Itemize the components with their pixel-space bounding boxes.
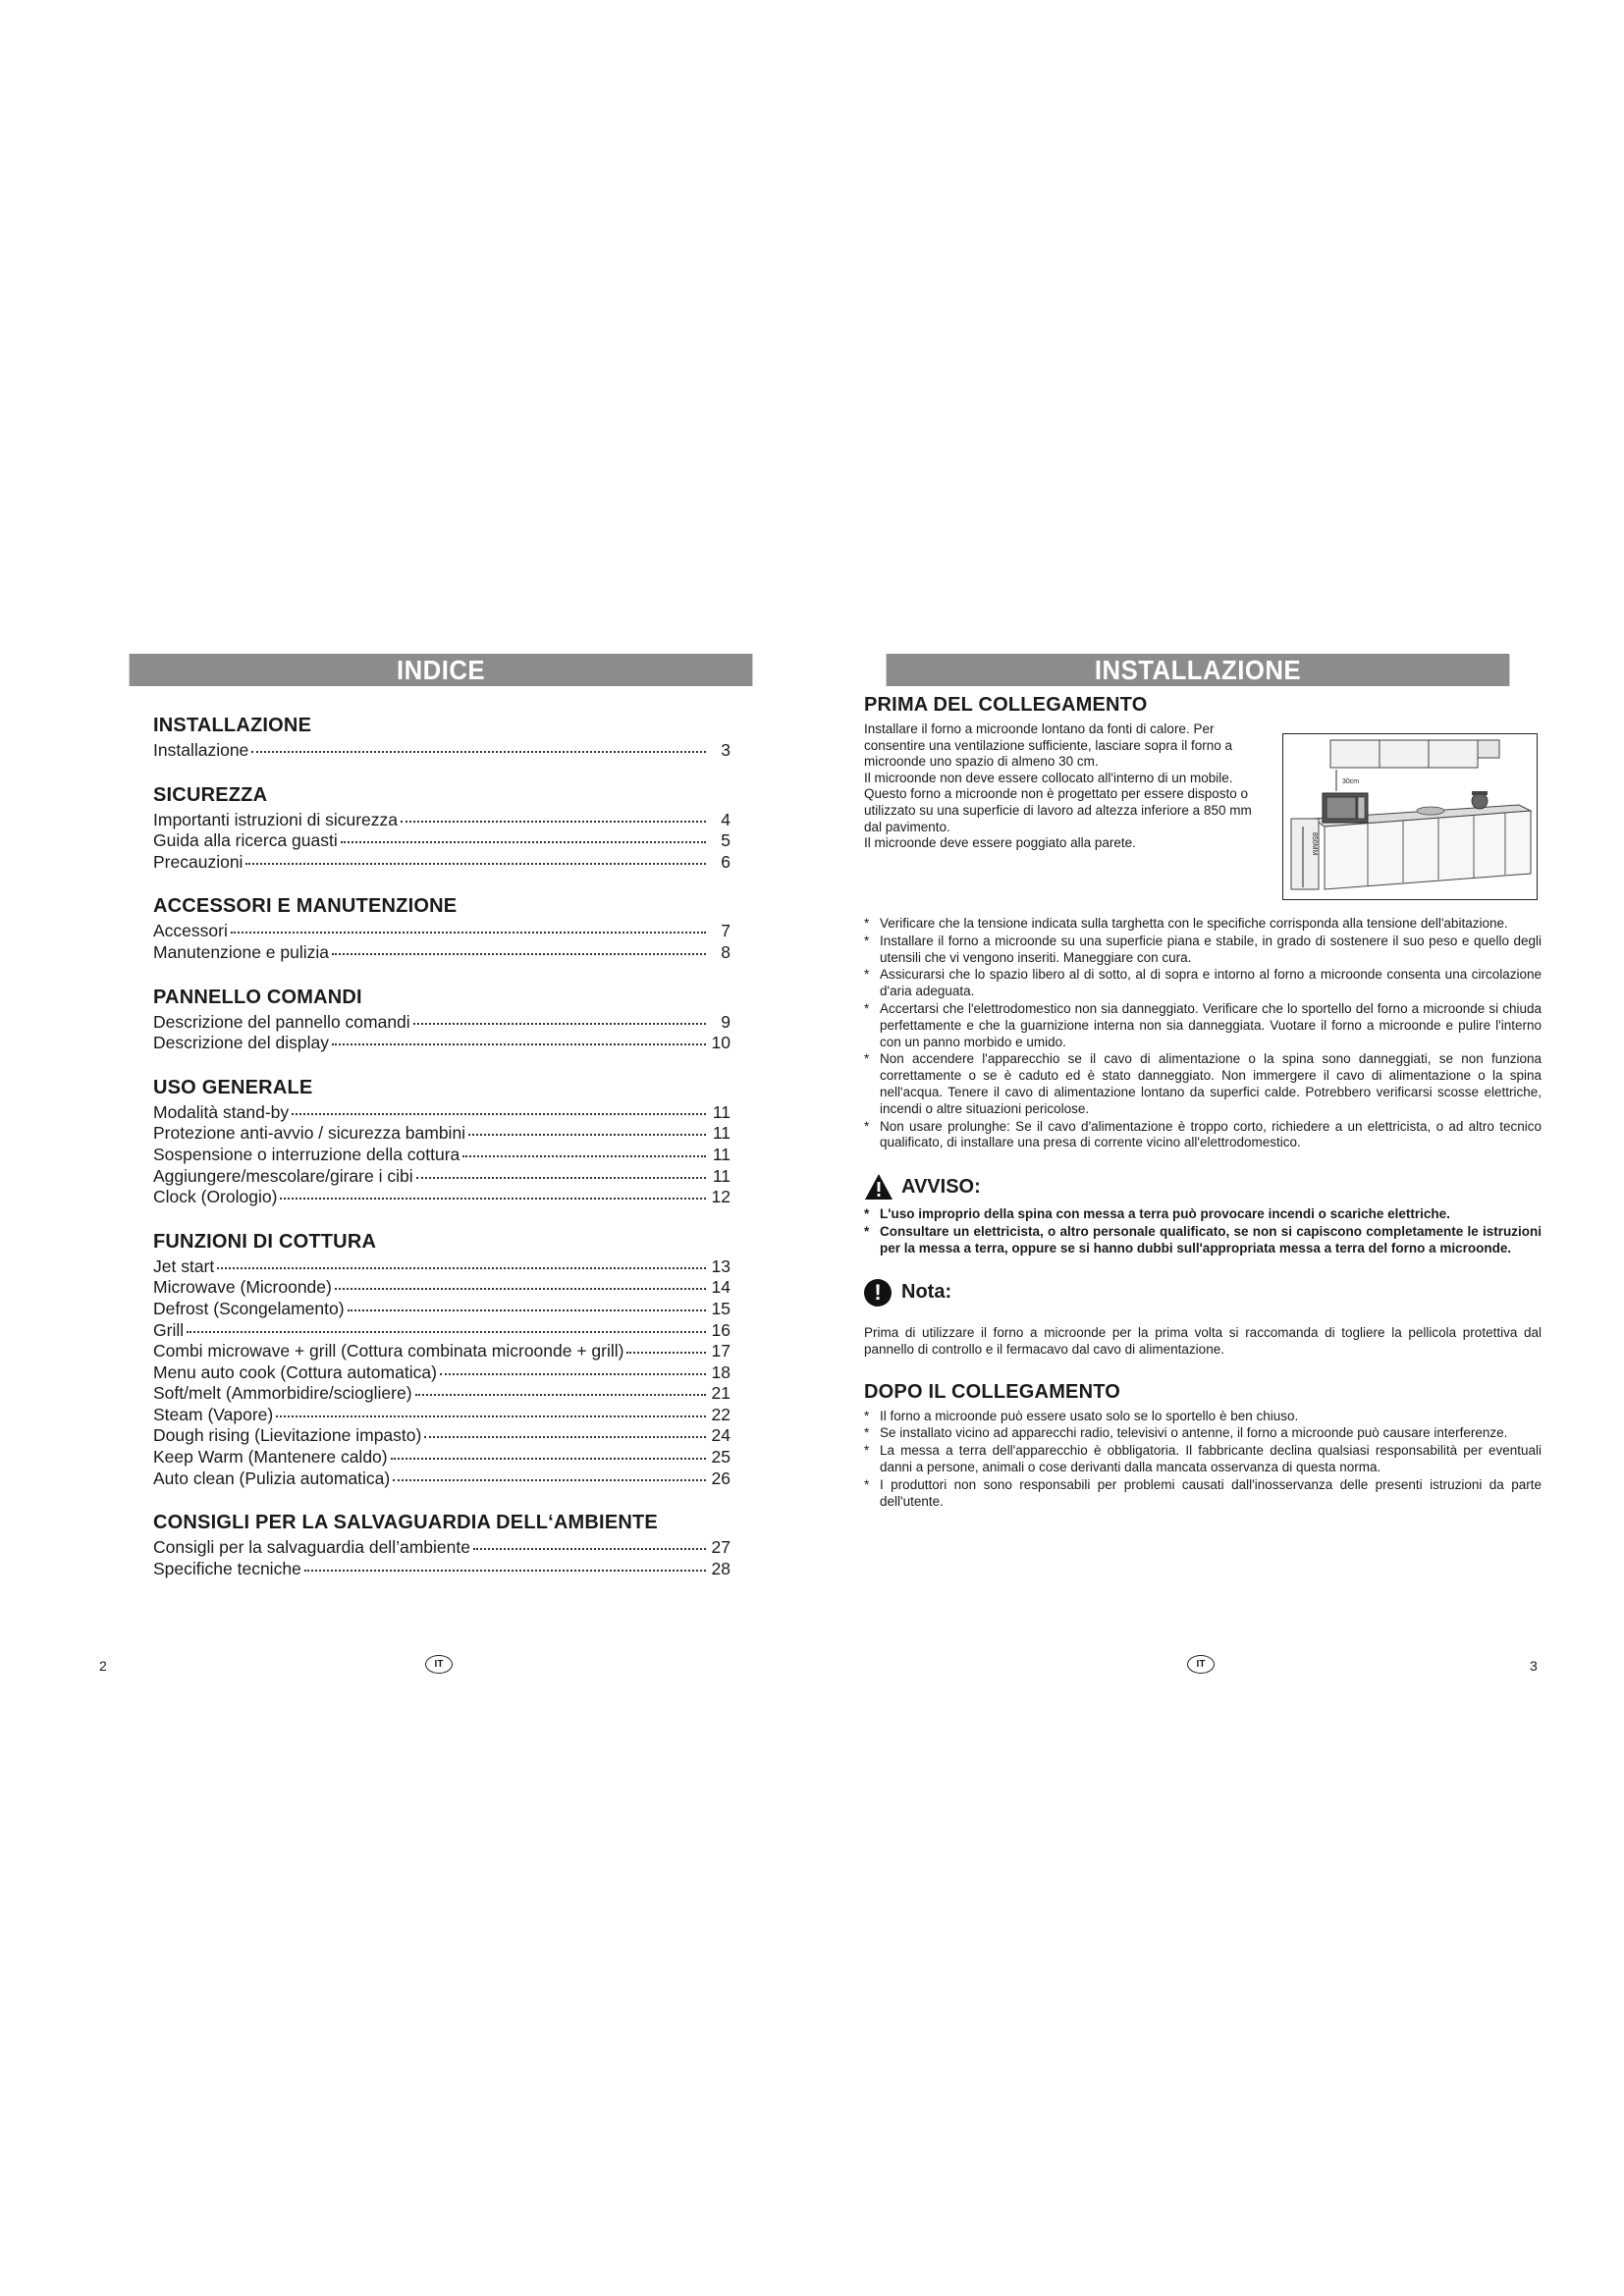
toc-leader-dots (335, 1288, 706, 1290)
toc-leader-dots (424, 1436, 706, 1438)
bullet-asterisk: * (864, 1118, 870, 1134)
toc-entry-label: Precauzioni (153, 851, 244, 872)
toc-entry-label: Guida alla ricerca guasti (153, 830, 338, 851)
toc-section (153, 1229, 732, 1490)
index-header: INDICE (130, 654, 753, 686)
toc-entry-page: 11 (712, 1101, 731, 1122)
list-item (864, 1206, 1542, 1223)
note-title: Nota: (901, 1281, 952, 1304)
page-number-right: 3 (1530, 1658, 1538, 1674)
toc-entry-label: Steam (Vapore) (153, 1404, 274, 1424)
toc-entry-label: Modalità stand-by (153, 1101, 290, 1122)
toc-entry (153, 1537, 732, 1559)
list-item-text: Il forno a microonde può essere usato solo se lo sportello è ben chiuso. (880, 1408, 1299, 1423)
list-item-text: Consultare un elettricista, o altro personale qualificato, se non si capiscono completamente le istruzioni per la messa a terra, oppure se si hanno dubbi sull'appropriata messa a terra del forno a microonde. (880, 1223, 1542, 1255)
toc-entry-label: Microwave (Microonde) (153, 1277, 332, 1298)
installation-checklist (864, 916, 1542, 1151)
toc-entry-label: Combi microwave + grill (Cottura combinata microonde + grill) (153, 1341, 624, 1362)
toc-entry-page: 3 (721, 740, 731, 760)
toc-entry-label: Grill (153, 1319, 185, 1340)
bullet-asterisk: * (864, 1223, 870, 1239)
toc-leader-dots (341, 841, 706, 843)
toc-leader-dots (626, 1352, 706, 1354)
intro-paragraph: Il microonde non deve essere collocato all'interno di un mobile. Questo forno a microonde non è progettato per essere disposto o utilizzato su una superficie di lavoro ad altezza inferiore a 850 mm dal pavimento. (864, 770, 1252, 834)
toc-entry-page: 17 (711, 1341, 731, 1362)
list-item-text: La messa a terra dell'apparecchio è obbligatoria. Il fabbricante declina qualsiasi responsabilità per eventuali danni a persone, animali o cose derivanti dalla mancata osservanza di questa norma. (880, 1443, 1542, 1474)
toc-leader-dots (401, 821, 706, 823)
intro-text (864, 721, 1257, 852)
toc-leader-dots (245, 863, 706, 865)
list-item (864, 1224, 1542, 1257)
toc-entry-page: 10 (711, 1033, 731, 1053)
list-item (864, 916, 1542, 933)
toc-entry (153, 740, 732, 762)
intro-block (864, 721, 1542, 904)
toc-entry (153, 1012, 732, 1034)
toc-entry (153, 921, 732, 942)
toc-leader-dots (440, 1373, 706, 1375)
section-title-after-connection: DOPO IL COLLEGAMENTO (864, 1380, 1121, 1403)
toc-entry-page: 12 (711, 1187, 731, 1207)
toc-entry-page: 24 (711, 1425, 731, 1446)
installation-content (864, 692, 1542, 1511)
toc-entry-page: 11 (712, 1165, 731, 1186)
toc-entry-page: 8 (721, 941, 731, 962)
toc-entry-label: Specifiche tecniche (153, 1558, 301, 1578)
toc-entry (153, 1123, 732, 1145)
toc-entry-label: Clock (Orologio) (153, 1187, 278, 1207)
toc-entry-page: 4 (721, 809, 731, 829)
toc-entry-label: Menu auto cook (Cottura automatica) (153, 1362, 437, 1382)
toc-section-title: ACCESSORI E MANUTENZIONE (153, 895, 458, 918)
list-item-text: Installare il forno a microonde su una superficie piana e stabile, in grado di sostenere il suo peso e quello degli utensili che vi vengono inseriti. Maneggiare con cura. (880, 933, 1542, 965)
toc-entry (153, 830, 732, 852)
warning-heading (864, 1173, 1542, 1201)
bullet-asterisk: * (864, 1443, 870, 1459)
toc-entry-label: Aggiungere/mescolare/girare i cibi (153, 1165, 413, 1186)
table-of-contents (153, 713, 732, 1600)
toc-leader-dots (187, 1331, 706, 1333)
toc-entry-page: 16 (711, 1319, 731, 1340)
list-item (864, 1119, 1542, 1152)
toc-section (153, 893, 732, 963)
exclamation-icon: ! (864, 1279, 892, 1307)
toc-leader-dots (393, 1479, 706, 1481)
bullet-asterisk: * (864, 1476, 870, 1492)
list-item (864, 1001, 1542, 1050)
toc-entry-page: 28 (711, 1558, 731, 1578)
toc-entry (153, 1320, 732, 1342)
note-heading (864, 1279, 1542, 1307)
list-item (864, 1477, 1542, 1511)
list-item (864, 967, 1542, 1000)
page-number-left: 2 (99, 1658, 107, 1674)
toc-leader-dots (462, 1155, 706, 1157)
toc-entry-page: 6 (721, 851, 731, 872)
toc-leader-dots (276, 1415, 706, 1417)
toc-section-title: CONSIGLI PER LA SALVAGUARDIA DELL‘AMBIENTE (153, 1512, 658, 1534)
toc-entry-page: 26 (711, 1468, 731, 1488)
list-item-text: Assicurarsi che lo spazio libero al di sotto, al di sopra e intorno al forno a microonde consenta una circolazione d'aria adeguata. (880, 967, 1542, 999)
installation-header: INSTALLAZIONE (887, 654, 1510, 686)
toc-leader-dots (304, 1570, 706, 1572)
toc-section-title: SICUREZZA (153, 783, 268, 806)
toc-entry-page: 7 (721, 921, 731, 941)
toc-section (153, 985, 732, 1054)
bullet-asterisk: * (864, 967, 870, 983)
toc-leader-dots (217, 1267, 706, 1269)
list-item (864, 1425, 1542, 1442)
note-text: Prima di utilizzare il forno a microonde per la prima volta si raccomanda di togliere la pellicola protettiva dal pannello di controllo e il fermacavo dal cavo di alimentazione. (864, 1324, 1542, 1357)
toc-leader-dots (473, 1548, 706, 1550)
toc-entry-page: 11 (712, 1144, 731, 1164)
toc-entry-label: Dough rising (Lievitazione impasto) (153, 1425, 422, 1446)
bullet-asterisk: * (864, 1425, 870, 1441)
list-item-text: Verificare che la tensione indicata sulla targhetta con le specifiche corrisponda alla tensione dell'abitazione. (880, 916, 1508, 931)
toc-leader-dots (292, 1113, 706, 1115)
toc-leader-dots (416, 1177, 706, 1179)
toc-section (153, 1075, 732, 1208)
toc-leader-dots (332, 953, 706, 955)
list-item-text: Non usare prolunghe: Se il cavo d'alimentazione è troppo corto, richiedere a un elettricista, o ad altro tecnico qualificato, di installare una presa di corrente vicino all'elettrodomestico. (880, 1118, 1542, 1150)
toc-leader-dots (280, 1198, 706, 1200)
kitchen-installation-illustration (1282, 733, 1538, 900)
toc-entry (153, 1187, 732, 1208)
list-item (864, 1443, 1542, 1476)
toc-section-title: FUNZIONI DI COTTURA (153, 1230, 377, 1253)
list-item-text: Accertarsi che l'elettrodomestico non sia danneggiato. Verificare che lo sportello del forno a microonde si chiuda perfettamente e che la guarnizione interna non sia danneggiata. Vuotare il forno a microonde e pulire l'interno con un panno morbido e umido. (880, 1000, 1542, 1049)
toc-leader-dots (391, 1458, 706, 1460)
kitchen-illustration-svg (1283, 734, 1537, 899)
list-item (864, 1051, 1542, 1117)
toc-leader-dots (332, 1043, 706, 1045)
toc-entry-page: 25 (711, 1447, 731, 1468)
toc-entry (153, 1405, 732, 1426)
bullet-asterisk: * (864, 1000, 870, 1016)
toc-entry-label: Auto clean (Pulizia automatica) (153, 1468, 391, 1488)
toc-entry (153, 1166, 732, 1188)
toc-entry (153, 1277, 732, 1299)
list-item-text: L'uso improprio della spina con messa a terra può provocare incendi o scariche elettriche. (880, 1206, 1450, 1222)
toc-section (153, 1510, 732, 1579)
toc-entry-label: Manutenzione e pulizia (153, 941, 330, 962)
toc-entry-page: 15 (711, 1298, 731, 1318)
toc-entry (153, 810, 732, 831)
toc-entry (153, 1383, 732, 1405)
toc-entry (153, 1256, 732, 1278)
toc-section-title: INSTALLAZIONE (153, 715, 312, 736)
toc-entry (153, 1033, 732, 1054)
toc-entry-page: 14 (711, 1277, 731, 1298)
toc-section (153, 782, 732, 874)
language-badge-left: IT (425, 1655, 453, 1674)
toc-entry (153, 1341, 732, 1362)
height-label: 850MM (1311, 832, 1318, 856)
toc-entry-label: Descrizione del pannello comandi (153, 1011, 410, 1032)
toc-entry (153, 1102, 732, 1124)
bullet-asterisk: * (864, 1206, 870, 1222)
toc-entry-page: 27 (711, 1537, 731, 1558)
list-item-text: Non accendere l'apparecchio se il cavo di alimentazione o la spina sono danneggiati, se non funziona correttamente o se è caduto ed è stato danneggiato. Non immergere il cavo di alimentazione o la spina nell'acqua. Tenere il cavo di alimentazione lontano da superfici calde. Potrebbero verificarsi scosse elettriche, incendi o altre situazioni pericolose. (880, 1051, 1542, 1116)
toc-leader-dots (231, 932, 706, 934)
warning-triangle-icon (864, 1173, 893, 1201)
toc-entry (153, 1447, 732, 1468)
toc-entry-page: 22 (711, 1404, 731, 1424)
toc-entry-label: Soft/melt (Ammorbidire/sciogliere) (153, 1383, 412, 1404)
toc-section-title: PANNELLO COMANDI (153, 986, 362, 1008)
toc-section (153, 713, 732, 762)
toc-entry-page: 9 (721, 1011, 731, 1032)
toc-entry-label: Installazione (153, 740, 249, 760)
list-item (864, 934, 1542, 967)
toc-entry-label: Sospensione o interruzione della cottura (153, 1144, 460, 1164)
list-item (864, 1409, 1542, 1425)
toc-entry-label: Importanti istruzioni di sicurezza (153, 809, 398, 829)
toc-entry (153, 1425, 732, 1447)
toc-entry-label: Protezione anti-avvio / sicurezza bambini (153, 1123, 466, 1144)
toc-leader-dots (413, 1023, 706, 1025)
toc-entry (153, 942, 732, 964)
toc-section-title: USO GENERALE (153, 1076, 313, 1098)
toc-leader-dots (348, 1309, 706, 1311)
toc-entry-label: Consigli per la salvaguardia dell’ambiente (153, 1537, 470, 1558)
toc-entry-label: Jet start (153, 1255, 215, 1276)
toc-entry-label: Keep Warm (Mantenere caldo) (153, 1447, 388, 1468)
toc-entry-page: 21 (711, 1383, 731, 1404)
toc-entry-page: 11 (712, 1123, 731, 1144)
toc-leader-dots (251, 751, 706, 753)
section-title-before-connection: PRIMA DEL COLLEGAMENTO (864, 694, 1148, 716)
toc-entry-page: 13 (711, 1255, 731, 1276)
toc-leader-dots (468, 1134, 706, 1136)
bullet-asterisk: * (864, 933, 870, 948)
intro-paragraph: Il microonde deve essere poggiato alla parete. (864, 835, 1136, 851)
toc-entry-label: Descrizione del display (153, 1033, 329, 1053)
toc-entry (153, 1559, 732, 1580)
toc-entry-page: 5 (721, 830, 731, 851)
bullet-asterisk: * (864, 1051, 870, 1067)
toc-entry-page: 18 (711, 1362, 731, 1382)
language-badge-right: IT (1187, 1655, 1215, 1674)
warning-title: AVVISO: (901, 1175, 981, 1198)
toc-entry-label: Accessori (153, 921, 228, 941)
toc-entry (153, 1145, 732, 1166)
toc-entry (153, 1468, 732, 1490)
warning-list (864, 1206, 1542, 1256)
clearance-label: 30cm (1342, 778, 1360, 785)
bullet-asterisk: * (864, 1408, 870, 1423)
toc-entry (153, 852, 732, 874)
toc-entry (153, 1362, 732, 1384)
intro-paragraph: Installare il forno a microonde lontano da fonti di calore. Per consentire una ventilazione sufficiente, lasciare sopra il forno a microonde uno spazio di almeno 30 cm. (864, 721, 1232, 770)
list-item-text: I produttori non sono responsabili per problemi causati dall'inosservanza delle presenti istruzioni da parte dell'utente. (880, 1476, 1542, 1509)
toc-entry (153, 1299, 732, 1320)
after-connection-list (864, 1409, 1542, 1511)
toc-entry-label: Defrost (Scongelamento) (153, 1298, 345, 1318)
toc-leader-dots (415, 1394, 706, 1396)
bullet-asterisk: * (864, 916, 870, 931)
list-item-text: Se installato vicino ad apparecchi radio, televisivi o antenne, il forno a microonde può causare interferenze. (880, 1425, 1508, 1441)
